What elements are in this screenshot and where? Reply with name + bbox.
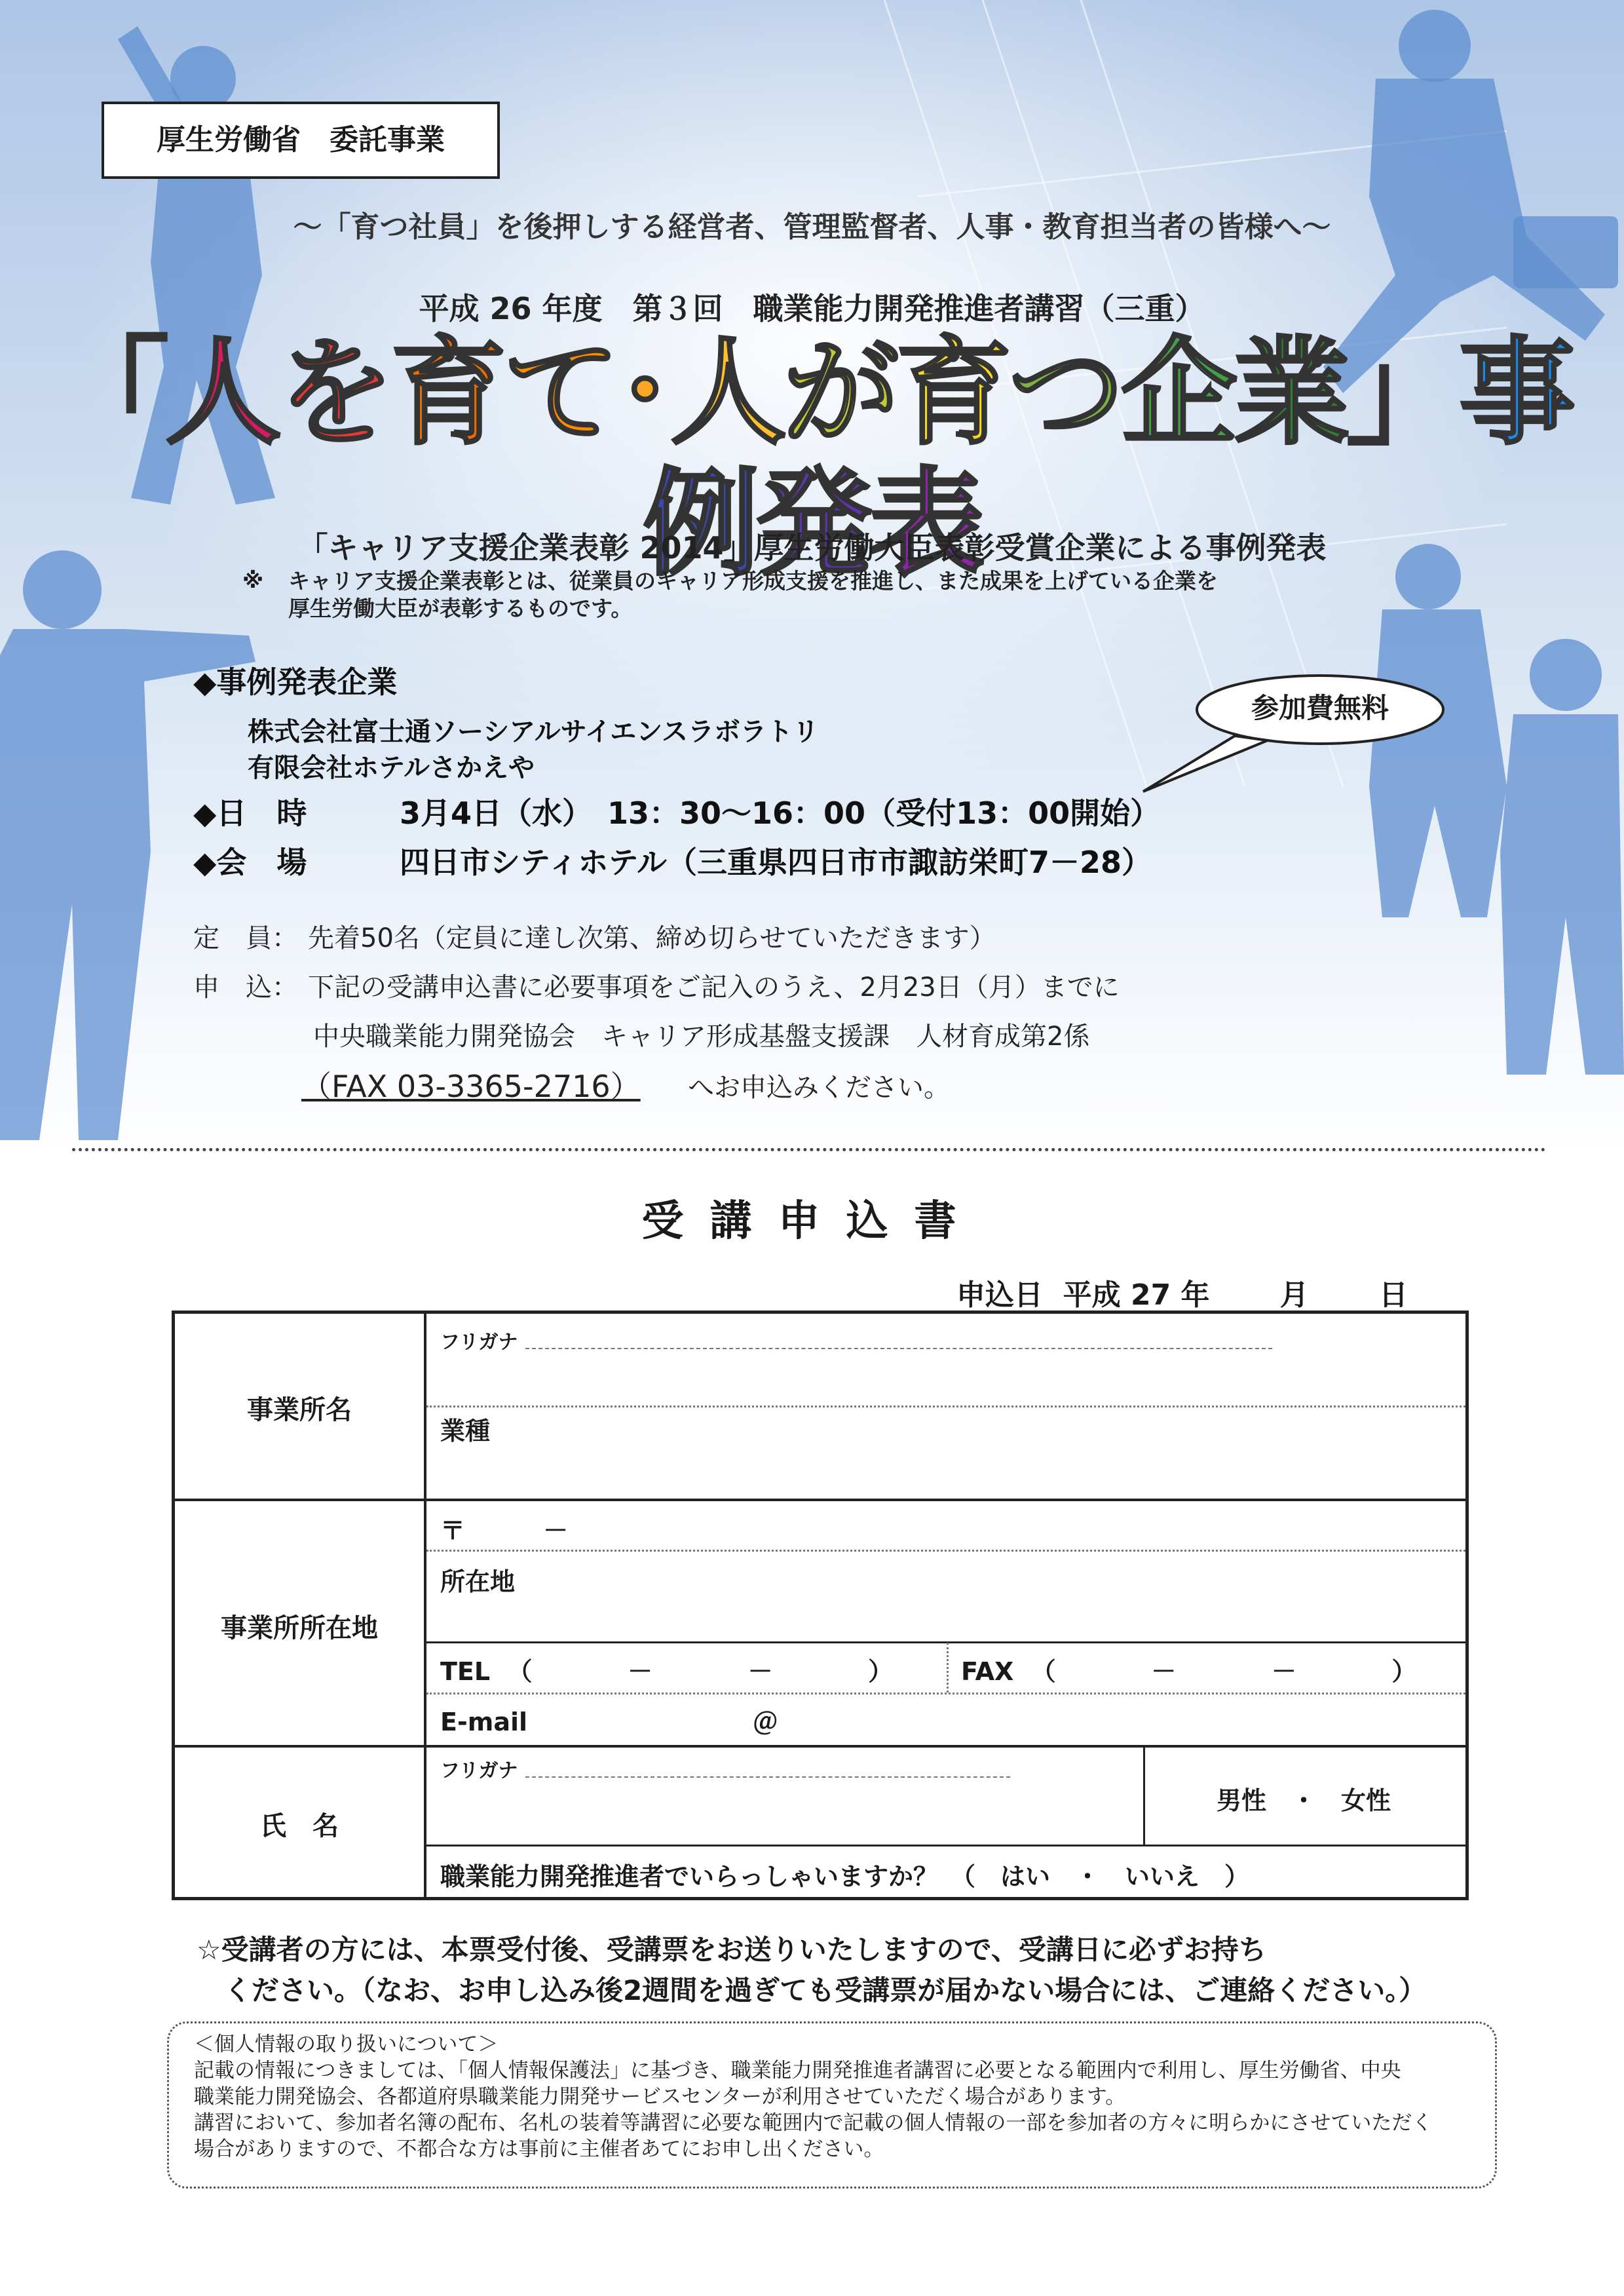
main-title-char: て — [503, 325, 616, 461]
apply-line-2: 中央職業能力開発協会 キャリア形成基盤支援課 人材育成第2係 — [313, 1022, 1090, 1052]
main-title-char: 企 — [1121, 325, 1234, 461]
privacy-line-3: 講習において、参加者名簿の配布、名札の装着等講習に必要な範囲内で記載の個人情報の一部を参加者の方々に明らかにさせていただく — [194, 2111, 1433, 2135]
main-title-char: 業 — [1234, 325, 1346, 461]
free-admission-badge: 参加費無料 — [1251, 692, 1389, 724]
note-mark: ※ — [242, 567, 264, 593]
ticket-notice-line-1: ☆受講者の方には、本票受付後、受講票をお送りいたしますので、受講日に必ずお持ち — [197, 1934, 1266, 1966]
apply-line-1: 下記の受講申込書に必要事項をご記入のうえ、2月23日（月）までに — [308, 972, 1120, 1003]
main-title-char: 「 — [52, 325, 165, 461]
application-form — [172, 1311, 1469, 1900]
capacity-label: 定 員： — [193, 923, 298, 953]
ticket-notice-line-2: ください。（なお、お申し込み後2週間を過ぎても受講票が届かない場合には、ご連絡ください。） — [197, 1974, 1427, 2006]
tel-field[interactable]: TEL （ － － ） — [440, 1657, 894, 1686]
ministry-commission-box: 厚生労働省 委託事業 — [102, 102, 500, 179]
company-1: 株式会社富士通ソーシアルサイエンスラボラトリ — [248, 717, 819, 747]
main-title-char: を — [278, 325, 390, 461]
note-text — [288, 567, 1467, 622]
main-title-char: 」 — [1346, 325, 1459, 461]
apply-label: 申 込： — [193, 972, 298, 1003]
fax-number: （FAX 03-3365-2716） — [301, 1069, 641, 1104]
postal-code-field[interactable]: 〒 － — [440, 1516, 569, 1545]
office-furigana-field[interactable]: フリガナ — [440, 1331, 518, 1354]
date-label: ◆日 時 — [193, 795, 307, 831]
privacy-line-4: 場合がありますので、不都合な方は事前に主催者あてにお申し出ください。 — [194, 2137, 884, 2161]
office-name-label: 事業所名 — [247, 1395, 352, 1425]
office-address-label: 事業所所在地 — [221, 1613, 378, 1643]
gender-choice[interactable]: 男性 ・ 女性 — [1216, 1786, 1391, 1815]
name-furigana-dotted-line — [525, 1776, 1010, 1778]
industry-field[interactable]: 業種 — [440, 1417, 491, 1445]
main-title-char: 事 — [1459, 325, 1572, 461]
main-title-char: 人 — [670, 325, 783, 461]
note-line-1: キャリア支援企業表彰とは、従業員のキャリア形成支援を推進し、また成果を上げている企業を — [288, 568, 1218, 594]
email-field[interactable]: E-mail ＠ — [440, 1708, 778, 1736]
main-title-char: 例 — [643, 456, 756, 592]
main-title-char: 表 — [868, 456, 981, 592]
main-title-char: が — [783, 325, 896, 461]
capacity-value: 先着50名（定員に達し次第、締め切らせていただきます） — [308, 923, 996, 953]
form-title: 受講申込書 — [641, 1197, 983, 1246]
main-title-char: 発 — [755, 456, 869, 592]
session-title: 平成 26 年度 第３回 職業能力開発推進者講習（三重） — [419, 291, 1205, 326]
furigana-dotted-line — [525, 1348, 1272, 1349]
ticket-notice — [197, 1930, 1481, 2011]
company-2: 有限会社ホテルさかえや — [248, 753, 535, 783]
apply-line-3: へお申込みください。 — [688, 1073, 950, 1103]
tagline: ～「育つ社員」を後押しする経営者、管理監督者、人事・教育担当者の皆様へ～ — [293, 210, 1331, 244]
application-date: 申込日 平成 27 年 月 日 — [956, 1278, 1408, 1312]
cut-line — [72, 1148, 1546, 1151]
main-title-char: 育 — [896, 325, 1008, 461]
privacy-box — [167, 2021, 1497, 2189]
privacy-line-1: 記載の情報につきましては、「個人情報保護法」に基づき、職業能力開発推進者講習に必要となる範囲内で利用し、厚生労働省、中央 — [194, 2059, 1401, 2082]
companies-label: ◆事例発表企業 — [193, 664, 398, 700]
date-value: 3月4日（水） 13：30～16：00（受付13：00開始） — [400, 795, 1161, 831]
venue-label: ◆会 場 — [193, 845, 307, 880]
name-label: 氏 名 — [260, 1811, 339, 1841]
location-field[interactable]: 所在地 — [440, 1567, 516, 1596]
note-line-2: 厚生労働大臣が表彰するものです。 — [288, 596, 633, 621]
privacy-line-2: 職業能力開発協会、各都道府県職業能力開発サービスセンターが利用させていただく場合があります。 — [194, 2085, 1126, 2109]
name-furigana-field[interactable]: フリガナ — [440, 1759, 518, 1782]
main-title-char: 人 — [165, 325, 278, 461]
main-title-char: ･ — [616, 325, 670, 461]
main-title-char: つ — [1008, 325, 1121, 461]
fax-field[interactable]: FAX （ － － ） — [961, 1657, 1417, 1686]
main-title-char: 育 — [390, 325, 503, 461]
subtitle: 「キャリア支援企業表彰 2014」厚生労働大臣表彰受賞企業による事例発表 — [297, 530, 1327, 565]
venue-value: 四日市シティホテル（三重県四日市市諏訪栄町7－28） — [400, 845, 1152, 880]
privacy-heading: ＜個人情報の取り扱いについて＞ — [194, 2033, 499, 2056]
promoter-question[interactable]: 職業能力開発推進者でいらっしゃいますか？ （ はい ・ いいえ ） — [440, 1862, 1250, 1891]
